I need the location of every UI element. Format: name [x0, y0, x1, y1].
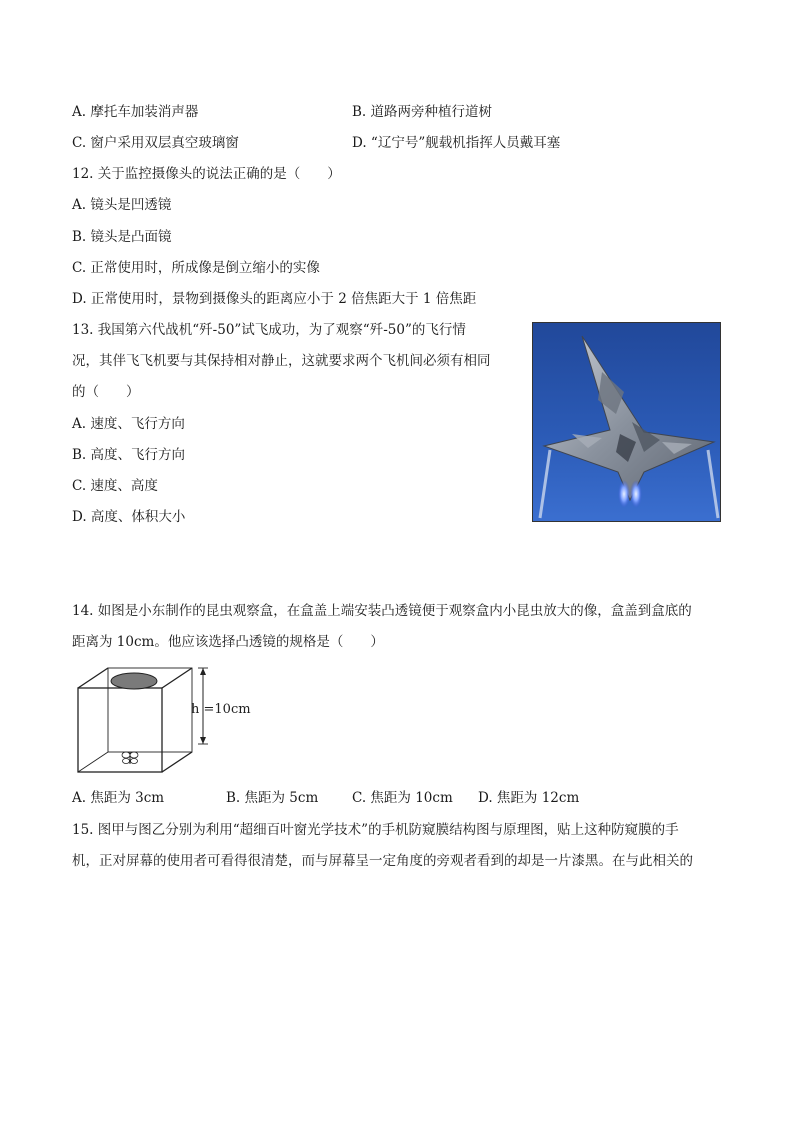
q14-stem-line1: 14. 如图是小东制作的昆虫观察盒，在盒盖上端安装凸透镜便于观察盒内小昆虫放大的像，盒盖到盒底的 — [72, 603, 692, 619]
q12-option-d: D. 正常使用时，景物到摄像头的距离应小于 2 倍焦距大于 1 倍焦距 — [72, 291, 477, 307]
q12-option-c: C. 正常使用时，所成像是倒立缩小的实像 — [72, 260, 320, 276]
q14-option-d: D. 焦距为 12cm — [478, 790, 580, 806]
q12-option-b: B. 镜头是凸面镜 — [72, 229, 172, 245]
q11-option-d: D. “辽宁号”舰载机指挥人员戴耳塞 — [352, 135, 561, 151]
q13-option-b: B. 高度、飞行方向 — [72, 447, 186, 463]
insect-icon — [122, 752, 138, 764]
q11-option-b: B. 道路两旁种植行道树 — [352, 104, 493, 120]
q12-option-a: A. 镜头是凹透镜 — [72, 197, 172, 213]
q14-stem-line2: 距离为 10cm。他应该选择凸透镜的规格是（ ） — [72, 634, 384, 650]
q14-option-c: C. 焦距为 10cm — [352, 790, 453, 806]
q13-stem-line2: 况，其伴飞飞机要与其保持相对静止，这就要求两个飞机间必须有相同 — [72, 353, 491, 369]
q15-stem-line2: 机，正对屏幕的使用者可看得很清楚，而与屏幕呈一定角度的旁观者看到的却是一片漆黑。在与此相关的 — [72, 853, 693, 869]
insect-box-diagram — [70, 660, 270, 780]
q12-stem: 12. 关于监控摄像头的说法正确的是（ ） — [72, 166, 341, 182]
q14-option-b: B. 焦距为 5cm — [226, 790, 319, 806]
height-label: h =10cm — [191, 702, 251, 717]
q11-option-a: A. 摩托车加装消声器 — [72, 104, 199, 120]
q11-option-c: C. 窗户采用双层真空玻璃窗 — [72, 135, 239, 151]
q13-option-d: D. 高度、体积大小 — [72, 509, 186, 525]
q13-stem-line1: 13. 我国第六代战机“歼-50”试飞成功，为了观察“歼-50”的飞行情 — [72, 322, 466, 338]
q14-option-a: A. 焦距为 3cm — [72, 790, 165, 806]
q13-option-c: C. 速度、高度 — [72, 478, 158, 494]
fighter-jet-image — [532, 322, 721, 522]
q15-stem-line1: 15. 图甲与图乙分别为利用“超细百叶窗光学技术”的手机防窥膜结构图与原理图，贴上这种防窥膜的手 — [72, 822, 679, 838]
q13-stem-line3: 的（ ） — [72, 384, 140, 400]
q13-option-a: A. 速度、飞行方向 — [72, 416, 185, 432]
